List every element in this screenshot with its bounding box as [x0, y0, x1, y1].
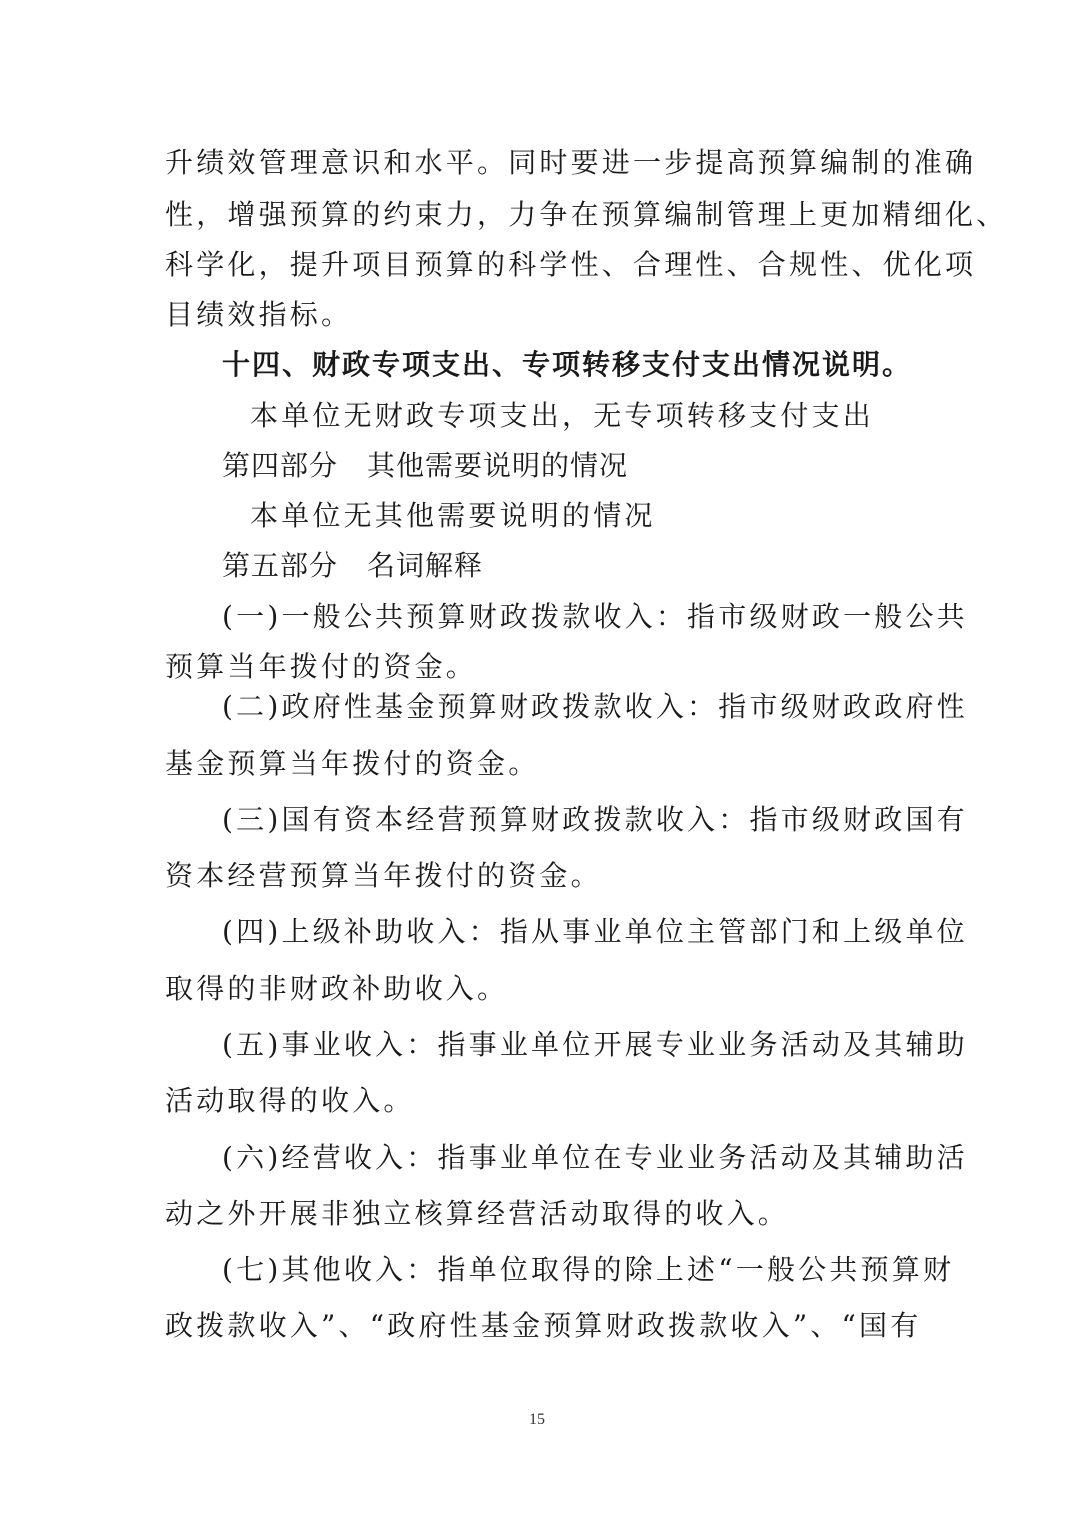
definition-item-3-cont: 资本经营预算当年拨付的资金。: [165, 859, 602, 892]
paragraph-line: 科学化，提升项目预算的科学性、合理性、合规性、优化项: [165, 248, 977, 281]
definition-item-5-cont: 活动取得的收入。: [165, 1084, 415, 1117]
paragraph-line: 目绩效指标。: [165, 298, 353, 331]
definition-item-1: (一)一般公共预算财政拨款收入：指市级财政一般公共: [222, 600, 968, 633]
part-5-heading: 第五部分 名词解释: [222, 549, 484, 582]
definition-item-2-cont: 基金预算当年拨付的资金。: [165, 747, 540, 780]
definition-item-6: (六)经营收入：指事业单位在专业业务活动及其辅助活: [222, 1141, 968, 1174]
definition-item-2: (二)政府性基金预算财政拨款收入：指市级财政政府性: [222, 690, 968, 723]
page-number: 15: [529, 1411, 545, 1428]
definition-item-4-cont: 取得的非财政补助收入。: [165, 972, 509, 1005]
definition-item-1-cont: 预算当年拨付的资金。: [165, 650, 478, 683]
definition-item-7-cont: 政拨款收入”、“政府性基金预算财政拨款收入”、“国有: [165, 1309, 922, 1342]
definition-item-5: (五)事业收入：指事业单位开展专业业务活动及其辅助: [222, 1028, 968, 1061]
part-4-heading: 第四部分 其他需要说明的情况: [222, 449, 629, 482]
definition-item-3: (三)国有资本经营预算财政拨款收入：指市级财政国有: [222, 803, 968, 836]
definition-item-4: (四)上级补助收入：指从事业单位主管部门和上级单位: [222, 915, 968, 948]
paragraph-line: 性，增强预算的约束力，力争在预算编制管理上更加精细化、: [165, 198, 1008, 231]
paragraph-line: 升绩效管理意识和水平。同时要进一步提高预算编制的准确: [165, 146, 977, 179]
part-4-text: 本单位无其他需要说明的情况: [250, 499, 656, 532]
definition-item-6-cont: 动之外开展非独立核算经营活动取得的收入。: [165, 1197, 790, 1230]
definition-item-7: (七)其他收入：指单位取得的除上述“一般公共预算财: [222, 1253, 955, 1286]
section-heading-14: 十四、财政专项支出、专项转移支付支出情况说明。: [222, 348, 913, 381]
section-14-text: 本单位无财政专项支出，无专项转移支付支出: [250, 399, 875, 432]
